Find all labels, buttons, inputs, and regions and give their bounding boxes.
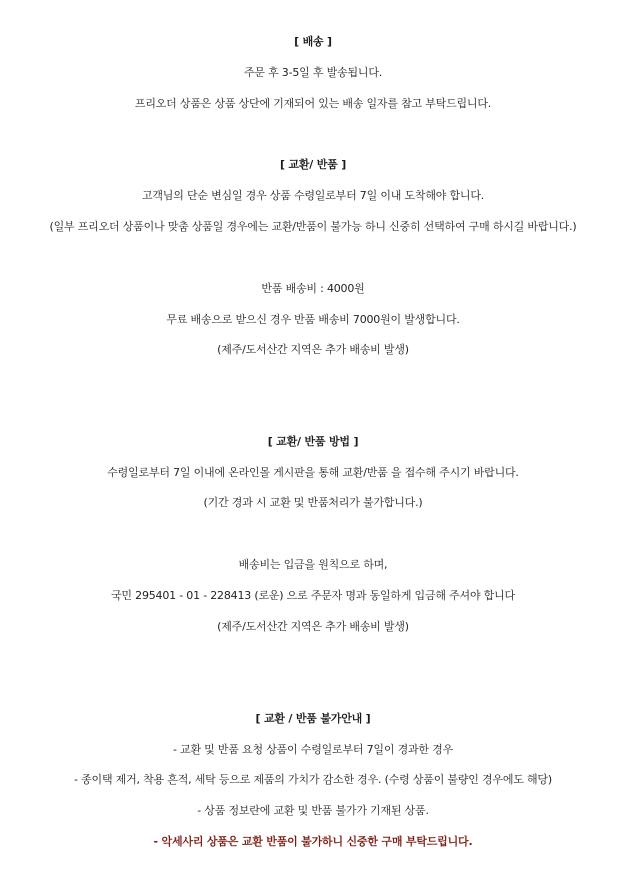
not-allowed-item-2: - 종이택 제거, 착용 흔적, 세탁 등으로 제품의 가치가 감소한 경우. (수령 상품이 불량인 경우에도 해당) bbox=[74, 773, 552, 786]
payment-note: 배송비는 입금을 원칙으로 하며, bbox=[238, 558, 388, 571]
method-line-2: (기간 경과 시 교환 및 반품처리가 불가합니다.) bbox=[203, 496, 423, 509]
return-fee: 반품 배송비 : 4000원 bbox=[261, 282, 365, 295]
shipping-heading: [ 배송 ] bbox=[294, 35, 332, 48]
accessory-warning: - 악세사리 상품은 교환 반품이 불가하니 신중한 구매 부탁드립니다. bbox=[153, 835, 473, 848]
island-note: (제주/도서산간 지역은 추가 배송비 발생) bbox=[217, 343, 409, 356]
not-allowed-item-3: - 상품 정보란에 교환 및 반품 불가가 기재된 상품. bbox=[197, 804, 429, 817]
bank-account: 국민 295401 - 01 - 228413 (로운) 으로 주문자 명과 동일하게 입금해 주셔야 합니다 bbox=[111, 589, 515, 602]
exchange-heading: [ 교환/ 반품 ] bbox=[279, 158, 347, 171]
free-shipping-note: 무료 배송으로 받으신 경우 반품 배송비 7000원이 발생합니다. bbox=[166, 313, 460, 326]
shipping-line-1: 주문 후 3-5일 후 발송됩니다. bbox=[243, 66, 383, 79]
exchange-line-1: 고객님의 단순 변심일 경우 상품 수령일로부터 7일 이내 도착해야 합니다. bbox=[141, 189, 485, 202]
method-line-1: 수령일로부터 7일 이내에 온라인몰 게시판을 통해 교환/반품 을 접수해 주시기 바랍니다. bbox=[107, 466, 519, 479]
not-allowed-item-1: - 교환 및 반품 요청 상품이 수령일로부터 7일이 경과한 경우 bbox=[172, 743, 454, 756]
exchange-line-2: (일부 프리오더 상품이나 맞춤 상품일 경우에는 교환/반품이 불가능 하니 신중히 선택하여 구매 하시길 바랍니다.) bbox=[49, 220, 577, 233]
not-allowed-heading: [ 교환 / 반품 불가안내 ] bbox=[255, 712, 371, 725]
method-island-note: (제주/도서산간 지역은 추가 배송비 발생) bbox=[217, 620, 409, 633]
method-heading: [ 교환/ 반품 방법 ] bbox=[267, 435, 359, 448]
shipping-line-2: 프리오더 상품은 상품 상단에 기재되어 있는 배송 일자를 참고 부탁드립니다. bbox=[134, 97, 492, 110]
